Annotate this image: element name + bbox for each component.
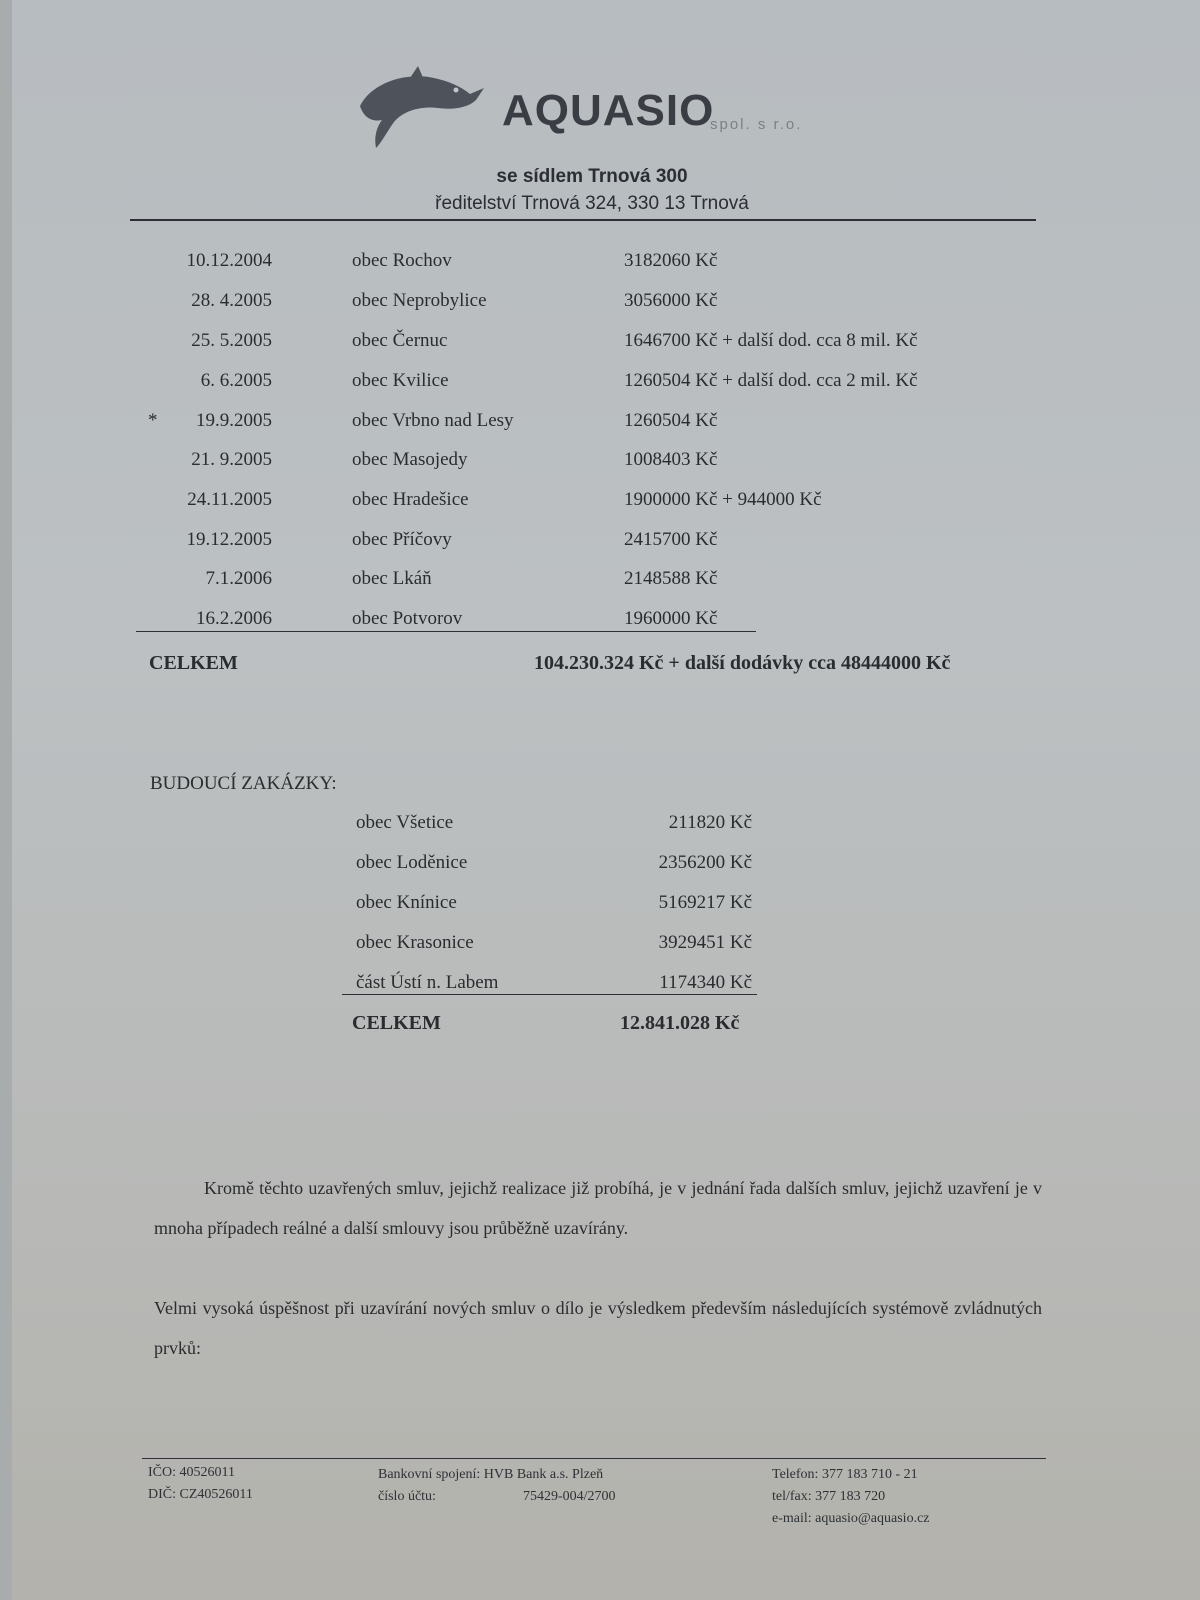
contract-place: obec Lkáň <box>352 568 432 589</box>
future-order-row <box>12 812 1192 840</box>
contract-row <box>12 449 1192 477</box>
footer-email: e-mail: aquasio@aquasio.cz <box>772 1511 930 1526</box>
contract-date: 7.1.2006 <box>205 568 272 589</box>
company-office-address: ředitelství Trnová 324, 330 13 Trnová <box>435 193 749 214</box>
future-order-amount: 211820 Kč <box>668 812 752 833</box>
contract-place: obec Kvilice <box>352 370 449 391</box>
contracts-total-label: CELKEM <box>149 652 238 674</box>
contract-row <box>12 370 1192 398</box>
future-order-row <box>12 892 1192 920</box>
contract-place: obec Potvorov <box>352 608 463 629</box>
footer-account-label: číslo účtu: <box>378 1489 436 1504</box>
contract-date: 19.12.2005 <box>186 529 272 550</box>
contract-amount: 2415700 Kč <box>624 529 718 550</box>
header-divider <box>130 219 1036 221</box>
company-seat: se sídlem Trnová 300 <box>496 166 688 187</box>
contract-amount: 1260504 Kč + další dod. cca 2 mil. Kč <box>624 370 918 391</box>
future-order-place: část Ústí n. Labem <box>356 972 499 993</box>
future-order-amount: 1174340 Kč <box>659 972 752 993</box>
contract-place: obec Černuc <box>352 330 448 351</box>
contract-row <box>12 250 1192 278</box>
future-total-label: CELKEM <box>352 1012 441 1034</box>
future-total-amount: 12.841.028 Kč <box>620 1012 740 1034</box>
future-order-row <box>12 932 1192 960</box>
row-marker: * <box>148 410 158 431</box>
future-order-place: obec Krasonice <box>356 932 474 953</box>
contract-date: 25. 5.2005 <box>191 330 272 351</box>
footer-bank <box>378 1464 616 1508</box>
future-order-amount: 3929451 Kč <box>658 932 752 953</box>
paragraph-negotiations <box>154 1168 1042 1248</box>
paragraph-success <box>154 1288 1042 1368</box>
contract-place: obec Masojedy <box>352 449 468 470</box>
future-order-row <box>12 972 1192 1000</box>
contract-row <box>12 489 1192 517</box>
future-order-place: obec Všetice <box>356 812 454 833</box>
footer-ico: IČO: 40526011 <box>148 1465 235 1480</box>
footer-phone: Telefon: 377 183 710 - 21 <box>772 1467 918 1482</box>
document-page <box>12 0 1200 1600</box>
contract-date: 28. 4.2005 <box>191 290 272 311</box>
footer-bank-name: HVB Bank a.s. Plzeň <box>483 1467 604 1482</box>
contract-date: 24.11.2005 <box>187 489 272 510</box>
paragraph-text: Kromě těchto uzavřených smluv, jejichž realizace již probíhá, je v jednání řada dalších smluv, jejichž uzavření je v mnoha případech reálné a další smlouvy jsou průběžně uzavírány. <box>154 1178 1042 1238</box>
logo-text: AQUASIO <box>502 86 715 135</box>
footer-dic: DIČ: CZ40526011 <box>148 1487 253 1502</box>
contract-amount: 1960000 Kč <box>624 608 718 629</box>
footer-divider <box>142 1458 1046 1459</box>
future-order-amount: 5169217 Kč <box>658 892 752 913</box>
contract-row <box>12 330 1192 358</box>
contract-row <box>12 290 1192 318</box>
contract-row <box>12 410 1192 438</box>
contract-row <box>12 529 1192 557</box>
footer-registration <box>148 1462 253 1506</box>
future-sum-line <box>342 994 757 995</box>
footer-bank-label: Bankovní spojení: <box>378 1467 481 1482</box>
contract-place: obec Rochov <box>352 250 452 271</box>
contract-date: 10.12.2004 <box>186 250 272 271</box>
paragraph-text: Velmi vysoká úspěšnost při uzavírání nových smluv o dílo je výsledkem především následujících systémově zvládnutých prvků: <box>154 1298 1042 1358</box>
contracts-sum-line <box>136 631 756 632</box>
footer-fax: tel/fax: 377 183 720 <box>772 1489 886 1504</box>
contract-row <box>12 568 1192 596</box>
dolphin-icon <box>352 64 502 154</box>
contract-amount: 1646700 Kč + další dod. cca 8 mil. Kč <box>624 330 918 351</box>
future-order-place: obec Loděnice <box>356 852 468 873</box>
future-order-amount: 2356200 Kč <box>658 852 752 873</box>
contract-date: 19.9.2005 <box>196 410 272 431</box>
future-order-place: obec Knínice <box>356 892 457 913</box>
company-suffix: spol. s r.o. <box>710 116 803 133</box>
contract-place: obec Neprobylice <box>352 290 487 311</box>
contract-place: obec Hradešice <box>352 489 469 510</box>
contract-amount: 1008403 Kč <box>624 449 718 470</box>
contract-place: obec Vrbno nad Lesy <box>352 410 514 431</box>
contract-amount: 3056000 Kč <box>624 290 718 311</box>
contract-amount: 3182060 Kč <box>624 250 718 271</box>
contract-amount: 1900000 Kč + 944000 Kč <box>624 489 822 510</box>
contract-amount: 2148588 Kč <box>624 568 718 589</box>
contracts-total-amount: 104.230.324 Kč + další dodávky cca 48444000 Kč <box>534 652 951 674</box>
future-order-row <box>12 852 1192 880</box>
footer-account-number: 75429-004/2700 <box>523 1489 616 1504</box>
contract-date: 21. 9.2005 <box>191 449 272 470</box>
future-orders-title: BUDOUCÍ ZAKÁZKY: <box>150 773 337 794</box>
contract-amount: 1260504 Kč <box>624 410 718 431</box>
contract-date: 6. 6.2005 <box>200 370 272 391</box>
contract-place: obec Příčovy <box>352 529 452 550</box>
company-logo <box>352 64 822 154</box>
footer-contact <box>772 1464 930 1530</box>
contract-date: 16.2.2006 <box>196 608 272 629</box>
